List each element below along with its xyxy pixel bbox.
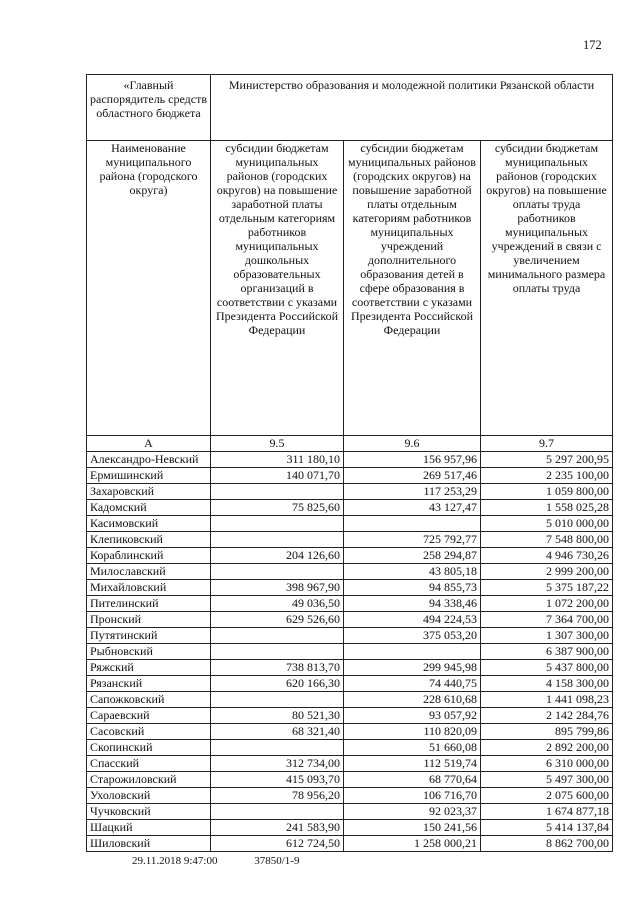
value-9-5: 68 321,40 <box>211 724 344 740</box>
value-9-6: 228 610,68 <box>344 692 481 708</box>
value-9-7: 2 235 100,00 <box>481 468 613 484</box>
value-9-7: 7 364 700,00 <box>481 612 613 628</box>
district-name: Ряжский <box>87 660 211 676</box>
value-9-5: 311 180,10 <box>211 452 344 468</box>
district-name: Рязанский <box>87 676 211 692</box>
index-a: А <box>87 436 211 452</box>
value-9-5 <box>211 692 344 708</box>
value-9-6: 68 770,64 <box>344 772 481 788</box>
district-name: Старожиловский <box>87 772 211 788</box>
district-name: Спасский <box>87 756 211 772</box>
district-name: Касимовский <box>87 516 211 532</box>
budget-holder-label: «Главный распорядитель средств областного бюджета <box>87 75 211 141</box>
value-9-5 <box>211 484 344 500</box>
value-9-5 <box>211 644 344 660</box>
table-row <box>87 516 613 532</box>
value-9-5: 612 724,50 <box>211 836 344 852</box>
value-9-7: 6 387 900,00 <box>481 644 613 660</box>
value-9-6: 93 057,92 <box>344 708 481 724</box>
value-9-6: 725 792,77 <box>344 532 481 548</box>
value-9-5: 398 967,90 <box>211 580 344 596</box>
table-row <box>87 596 613 612</box>
value-9-7: 4 946 730,26 <box>481 548 613 564</box>
column-header-name: Наименование муниципального района (городского округа) <box>87 141 211 436</box>
table-row <box>87 772 613 788</box>
table-row <box>87 836 613 852</box>
value-9-5: 204 126,60 <box>211 548 344 564</box>
value-9-6 <box>344 516 481 532</box>
value-9-6: 110 820,09 <box>344 724 481 740</box>
header-row <box>87 75 613 141</box>
value-9-6: 106 716,70 <box>344 788 481 804</box>
table-row <box>87 564 613 580</box>
value-9-7: 2 075 600,00 <box>481 788 613 804</box>
table-row <box>87 724 613 740</box>
ministry-name: Министерство образования и молодежной политики Рязанской области <box>211 75 613 141</box>
value-9-6: 1 258 000,21 <box>344 836 481 852</box>
value-9-7: 895 799,86 <box>481 724 613 740</box>
value-9-5: 78 956,20 <box>211 788 344 804</box>
footer-doc-code: 37850/1-9 <box>254 855 300 867</box>
district-name: Михайловский <box>87 580 211 596</box>
index-9-6: 9.6 <box>344 436 481 452</box>
value-9-6: 269 517,46 <box>344 468 481 484</box>
value-9-7: 7 548 800,00 <box>481 532 613 548</box>
value-9-5: 49 036,50 <box>211 596 344 612</box>
value-9-5: 241 583,90 <box>211 820 344 836</box>
value-9-7: 2 142 284,76 <box>481 708 613 724</box>
value-9-5 <box>211 516 344 532</box>
index-9-7: 9.7 <box>481 436 613 452</box>
footer <box>132 855 299 867</box>
value-9-7: 1 307 300,00 <box>481 628 613 644</box>
value-9-6 <box>344 644 481 660</box>
value-9-6: 51 660,08 <box>344 740 481 756</box>
district-name: Александро-Невский <box>87 452 211 468</box>
value-9-6: 156 957,96 <box>344 452 481 468</box>
value-9-6: 74 440,75 <box>344 676 481 692</box>
value-9-6: 117 253,29 <box>344 484 481 500</box>
table-row <box>87 612 613 628</box>
district-name: Шиловский <box>87 836 211 852</box>
table-row <box>87 468 613 484</box>
value-9-7: 5 010 000,00 <box>481 516 613 532</box>
value-9-5: 738 813,70 <box>211 660 344 676</box>
district-name: Рыбновский <box>87 644 211 660</box>
table-row <box>87 644 613 660</box>
value-9-5: 140 071,70 <box>211 468 344 484</box>
table-row <box>87 532 613 548</box>
value-9-6: 494 224,53 <box>344 612 481 628</box>
table-row <box>87 756 613 772</box>
table-row <box>87 580 613 596</box>
value-9-7: 5 497 300,00 <box>481 772 613 788</box>
value-9-6: 150 241,56 <box>344 820 481 836</box>
value-9-5: 415 093,70 <box>211 772 344 788</box>
district-name: Пронский <box>87 612 211 628</box>
district-name: Милославский <box>87 564 211 580</box>
value-9-5 <box>211 628 344 644</box>
value-9-6: 375 053,20 <box>344 628 481 644</box>
value-9-7: 5 297 200,95 <box>481 452 613 468</box>
value-9-7: 2 999 200,00 <box>481 564 613 580</box>
value-9-5 <box>211 564 344 580</box>
table-row <box>87 740 613 756</box>
value-9-7: 4 158 300,00 <box>481 676 613 692</box>
column-index-row <box>87 436 613 452</box>
value-9-6: 94 338,46 <box>344 596 481 612</box>
table-row <box>87 788 613 804</box>
table-row <box>87 692 613 708</box>
value-9-5 <box>211 740 344 756</box>
district-name: Ухоловский <box>87 788 211 804</box>
value-9-5: 629 526,60 <box>211 612 344 628</box>
value-9-6: 92 023,37 <box>344 804 481 820</box>
value-9-6: 43 805,18 <box>344 564 481 580</box>
district-name: Путятинский <box>87 628 211 644</box>
column-header-9-6: субсидии бюджетам муниципальных районов (городских округов) на повышение заработной платы отдельным категориям работников муниципальных учреждений дополнительного образования детей в сфере образования в соответствии с указами Президента Российской Федерации <box>344 141 481 436</box>
value-9-6: 258 294,87 <box>344 548 481 564</box>
value-9-5 <box>211 532 344 548</box>
table-row <box>87 708 613 724</box>
district-name: Клепиковский <box>87 532 211 548</box>
district-name: Захаровский <box>87 484 211 500</box>
table-row <box>87 628 613 644</box>
district-name: Ермишинский <box>87 468 211 484</box>
value-9-6: 112 519,74 <box>344 756 481 772</box>
value-9-7: 2 892 200,00 <box>481 740 613 756</box>
value-9-7: 1 674 877,18 <box>481 804 613 820</box>
column-header-9-7: субсидии бюджетам муниципальных районов (городских округов) на повышение оплаты труда работников муниципальных учреждений в связи с увеличением минимального размера оплаты труда <box>481 141 613 436</box>
value-9-6: 299 945,98 <box>344 660 481 676</box>
value-9-7: 1 059 800,00 <box>481 484 613 500</box>
value-9-6: 94 855,73 <box>344 580 481 596</box>
budget-table <box>86 74 613 852</box>
district-name: Пителинский <box>87 596 211 612</box>
value-9-7: 1 441 098,23 <box>481 692 613 708</box>
column-header-9-5: субсидии бюджетам муниципальных районов (городских округов) на повышение заработной платы отдельным категориям работников муниципальных дошкольных образовательных организаций в соответствии с указами Президента Российской Федерации <box>211 141 344 436</box>
district-name: Скопинский <box>87 740 211 756</box>
district-name: Шацкий <box>87 820 211 836</box>
district-name: Сапожковский <box>87 692 211 708</box>
page-number: 172 <box>583 38 602 52</box>
table-row <box>87 804 613 820</box>
district-name: Сараевский <box>87 708 211 724</box>
value-9-5 <box>211 804 344 820</box>
table-row <box>87 676 613 692</box>
table-row <box>87 452 613 468</box>
column-header-row <box>87 141 613 436</box>
table-row <box>87 820 613 836</box>
value-9-5: 80 521,30 <box>211 708 344 724</box>
table-row <box>87 548 613 564</box>
table-row <box>87 660 613 676</box>
value-9-6: 43 127,47 <box>344 500 481 516</box>
value-9-7: 1 558 025,28 <box>481 500 613 516</box>
footer-datetime: 29.11.2018 9:47:00 <box>132 855 218 867</box>
district-name: Кадомский <box>87 500 211 516</box>
district-name: Кораблинский <box>87 548 211 564</box>
value-9-7: 5 437 800,00 <box>481 660 613 676</box>
district-name: Чучковский <box>87 804 211 820</box>
table-row <box>87 500 613 516</box>
value-9-7: 5 414 137,84 <box>481 820 613 836</box>
value-9-5: 75 825,60 <box>211 500 344 516</box>
value-9-7: 6 310 000,00 <box>481 756 613 772</box>
value-9-5: 620 166,30 <box>211 676 344 692</box>
value-9-5: 312 734,00 <box>211 756 344 772</box>
value-9-7: 5 375 187,22 <box>481 580 613 596</box>
district-name: Сасовский <box>87 724 211 740</box>
index-9-5: 9.5 <box>211 436 344 452</box>
value-9-7: 1 072 200,00 <box>481 596 613 612</box>
table-row <box>87 484 613 500</box>
value-9-7: 8 862 700,00 <box>481 836 613 852</box>
